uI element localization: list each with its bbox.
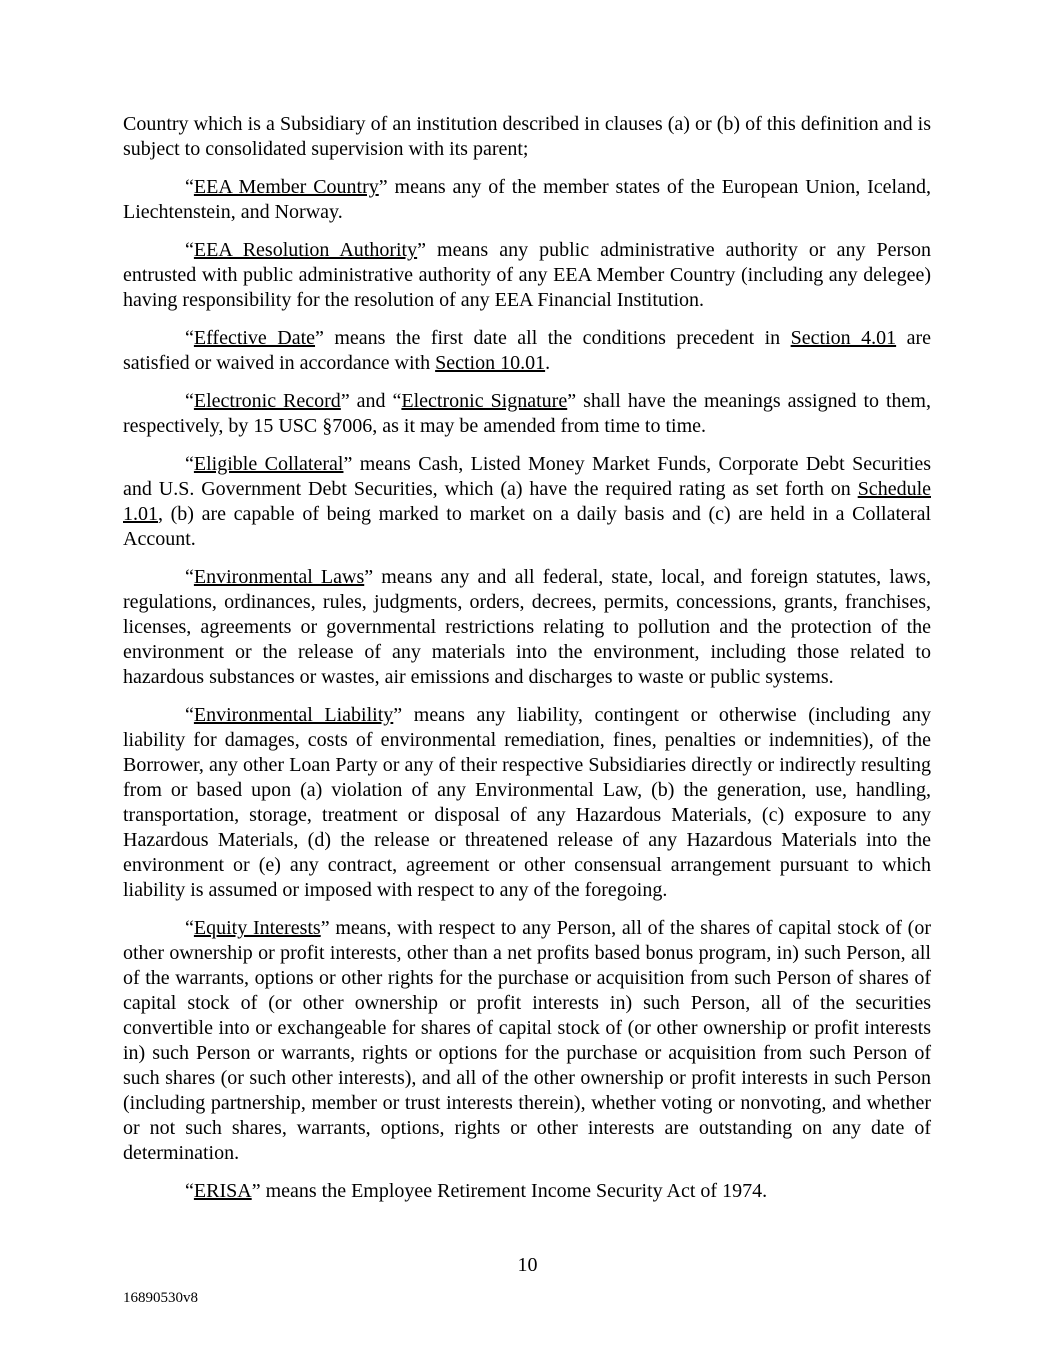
- paragraph-text: ” means Cash, Listed Money Market Funds, Corporate Debt Securities and U.S. Government Debt Securities, which (a) have the required rating as set forth on: [123, 453, 931, 500]
- paragraph-text: ” means the first date all the conditions precedent in: [315, 327, 791, 349]
- defined-term: Environmental Laws: [193, 566, 365, 588]
- defined-term: Schedule 1.01: [123, 478, 931, 525]
- paragraph-text: are satisfied or waived in accordance with: [123, 327, 931, 374]
- paragraph-text: Country which is a Subsidiary of an institution described in clauses (a) or (b) of this definition and is subject to consolidated supervision with its parent;: [123, 113, 931, 160]
- paragraph: [123, 565, 931, 690]
- paragraph: [123, 238, 931, 313]
- defined-term: Electronic Signature: [401, 390, 568, 412]
- defined-term: Environmental Liability: [193, 704, 394, 726]
- defined-term: Electronic Record: [193, 390, 341, 412]
- defined-term: Eligible Collateral: [193, 453, 344, 475]
- page-number: 10: [517, 1254, 538, 1276]
- paragraph: [123, 916, 931, 1166]
- paragraph: [123, 112, 931, 162]
- paragraph: [123, 452, 931, 552]
- paragraph: [123, 1179, 931, 1204]
- paragraph-text: ” means any of the member states of the European Union, Iceland, Liechtenstein, and Norway.: [123, 176, 931, 223]
- paragraph-text: ” means any and all federal, state, local, and foreign statutes, laws, regulations, ordinances, rules, judgments, orders, decrees, permits, concessions, grants, franchises, licenses, agreements or governmental restrictions relating to pollution and the protection of the environment or the release of any materials into the environment, including those related to hazardous substances or wastes, air emissions and discharges to waste or public systems.: [123, 566, 931, 688]
- paragraph-text: “: [185, 1180, 194, 1202]
- document-body: [123, 112, 931, 1217]
- paragraph-text: ” shall have the meanings assigned to them, respectively, by 15 USC §7006, as it may be amended from time to time.: [123, 390, 931, 437]
- defined-term: EEA Resolution Authority: [193, 239, 418, 261]
- paragraph-text: ” and “: [340, 390, 402, 412]
- defined-term: EEA Member Country: [193, 176, 379, 198]
- defined-term: Section 4.01: [790, 327, 897, 349]
- paragraph: [123, 703, 931, 903]
- paragraph-text: ” means, with respect to any Person, all of the shares of capital stock of (or other ownership or profit interests, other than a net profits based bonus program, in) such Person, all of the warrants, options or other rights for the purchase or acquisition from such Person of shares of capital stock of (or other ownership or profit interests in) such Person, all of the securities convertible into or exchangeable for shares of capital stock of (or other ownership or profit interests in) such Person or warrants, rights or options for the purchase or acquisition from such Person of such shares (or such other interests), and all of the other ownership or profit interests in such Person (including partnership, member or trust interests therein), whether voting or nonvoting, and whether or not such shares, warrants, options, rights or other interests are outstanding on any date of determination.: [123, 917, 931, 1164]
- defined-term: Section 10.01: [435, 352, 546, 374]
- defined-term: ERISA: [193, 1180, 252, 1202]
- document-id-footer: 16890530v8: [123, 1290, 198, 1306]
- paragraph-text: “: [185, 390, 194, 412]
- paragraph-text: ” means any liability, contingent or otherwise (including any liability for damages, costs of environmental remediation, fines, penalties or indemnities), of the Borrower, any other Loan Party or any of their respective Subsidiaries directly or indirectly resulting from or based upon (a) violation of any Environmental Law, (b) the generation, use, handling, transportation, storage, treatment or disposal of any Hazardous Materials, (c) exposure to any Hazardous Materials, (d) the release or threatened release of any Hazardous Materials into the environment or (e) any contract, agreement or other consensual arrangement pursuant to which liability is assumed or imposed with respect to any of the foregoing.: [123, 704, 932, 901]
- paragraph-text: “: [185, 453, 194, 475]
- defined-term: Equity Interests: [193, 917, 321, 939]
- paragraph: [123, 326, 931, 376]
- paragraph-text: “: [185, 239, 194, 261]
- paragraph-text: .: [545, 352, 551, 374]
- paragraph-text: “: [185, 566, 194, 588]
- paragraph-text: “: [185, 176, 194, 198]
- paragraph-text: “: [185, 327, 194, 349]
- paragraph-text: ” means the Employee Retirement Income Security Act of 1974.: [251, 1180, 768, 1202]
- paragraph: [123, 389, 931, 439]
- defined-term: Effective Date: [193, 327, 316, 349]
- paragraph-text: ” means any public administrative authority or any Person entrusted with public administrative authority of any EEA Member Country (including any delegee) having responsibility for the resolution of any EEA Financial Institution.: [123, 239, 931, 311]
- paragraph-text: “: [185, 704, 194, 726]
- paragraph-text: , (b) are capable of being marked to market on a daily basis and (c) are held in a Collateral Account.: [123, 503, 931, 550]
- paragraph-text: “: [185, 917, 194, 939]
- paragraph: [123, 175, 931, 225]
